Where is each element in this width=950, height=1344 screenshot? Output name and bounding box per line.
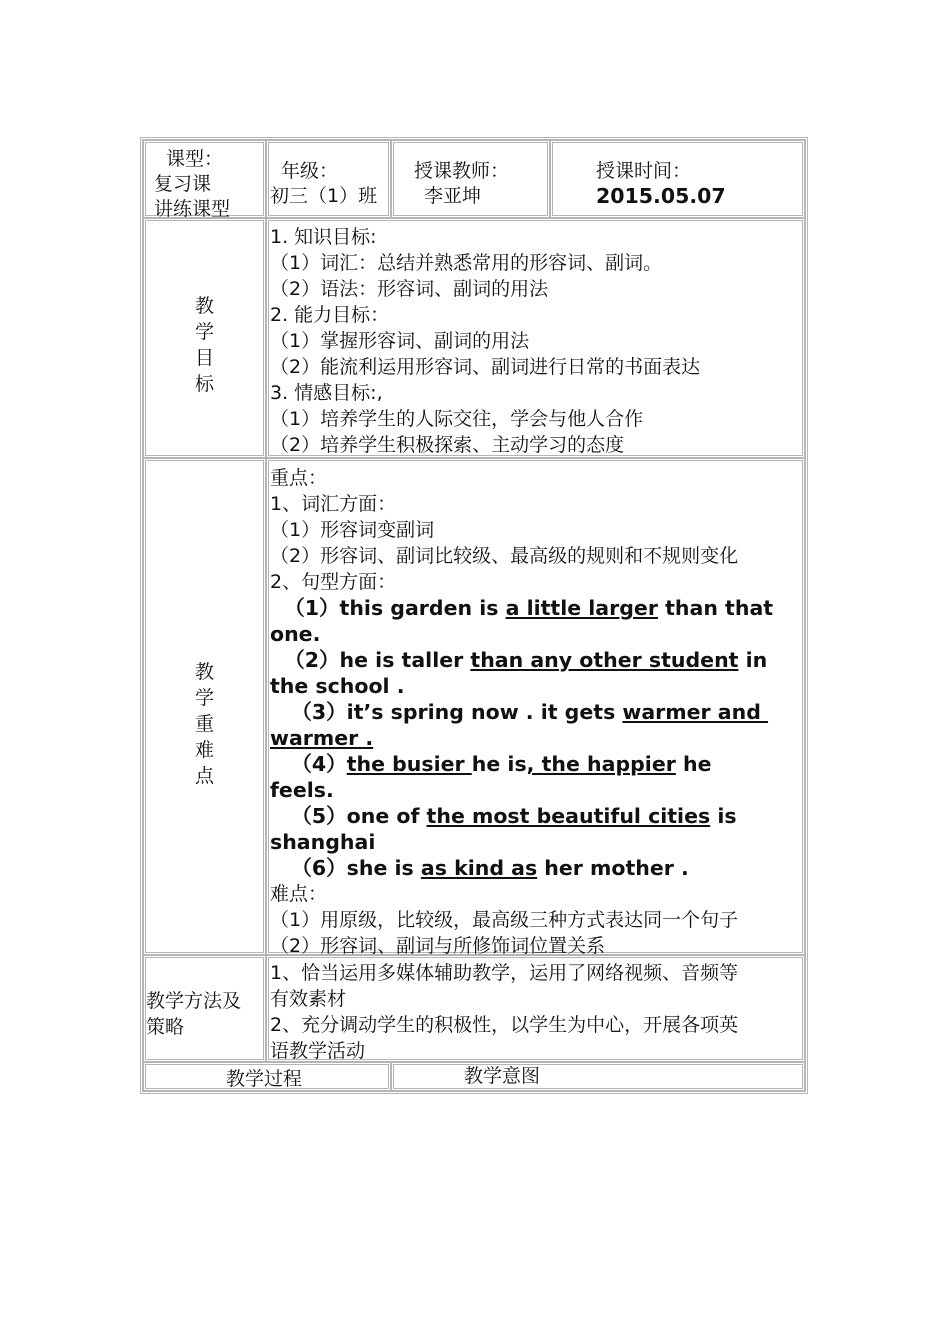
keypoint-line: 重点：: [270, 467, 328, 489]
objective-line: （2）语法：形容词、副词的用法: [270, 278, 549, 300]
teacher-label: 授课教师：: [414, 160, 510, 182]
intent-label: 教学意图: [464, 1065, 541, 1087]
grade-cell: [266, 140, 391, 218]
objective-line: （1）培养学生的人际交往，学会与他人合作: [270, 408, 644, 430]
difficult-line: （2）形容词、副词与所修饰词位置关系: [270, 935, 606, 957]
underlined-phrase: a little larger: [505, 596, 658, 620]
sentence-text: （3）it’s spring now . it gets: [270, 700, 623, 724]
sentence-text: （5）one of: [270, 804, 427, 828]
difficult-line: 难点：: [270, 883, 328, 905]
sentence-text: her mother .: [537, 856, 689, 880]
sentence-2-cont: the school .: [270, 674, 405, 698]
sentence-4: [270, 751, 773, 777]
objective-line: （1）词汇：总结并熟悉常用的形容词、副词。: [270, 252, 663, 274]
grade-value: 初三（1）班: [270, 185, 378, 207]
method-line: 有效素材: [270, 988, 347, 1010]
objective-line: 2. 能力目标：: [270, 304, 390, 326]
sentence-6: [270, 855, 773, 881]
sentence-text: he is: [471, 752, 527, 776]
underlined-phrase: the busier: [346, 752, 472, 776]
sentence-text: is: [710, 804, 737, 828]
sentence-4-cont: feels.: [270, 778, 334, 802]
teacher-value: 李亚坤: [424, 185, 482, 207]
sentence-text: （1）this garden is: [270, 596, 506, 620]
methods-label-line: 教学方法及: [146, 990, 242, 1012]
objective-line: 3. 情感目标:,: [270, 382, 383, 404]
keypoint-line: （1）形容词变副词: [270, 519, 435, 541]
course-type-cell: [143, 140, 266, 218]
sentence-text: he: [675, 752, 712, 776]
objectives-label-char: 目: [194, 347, 214, 369]
sentence-1-cont: one.: [270, 622, 321, 646]
keypoints-label-char: 重: [194, 713, 214, 735]
keypoint-line: 1、词汇方面：: [270, 493, 397, 515]
course-type-value-1: 复习课: [154, 173, 212, 195]
objective-line: （2）能流利运用形容词、副词进行日常的书面表达: [270, 356, 701, 378]
sentence-text: than that: [657, 596, 774, 620]
objectives-label-cell: [143, 218, 266, 458]
method-line: 语教学活动: [270, 1040, 366, 1062]
sentence-5: [270, 803, 773, 829]
intent-header-cell: [391, 1062, 805, 1091]
objective-line: （1）掌握形容词、副词的用法: [270, 330, 530, 352]
sentence-text: （2）he is taller: [270, 648, 471, 672]
keypoints-label-char: 难: [194, 739, 214, 761]
keypoint-line: （2）形容词、副词比较级、最高级的规则和不规则变化: [270, 545, 739, 567]
keypoints-content-cell: [266, 458, 805, 955]
methods-label-line: 策略: [146, 1016, 185, 1038]
keypoints-label-cell: [143, 458, 266, 955]
course-type-label: 课型：: [166, 148, 224, 170]
keypoint-line: 2、句型方面：: [270, 571, 397, 593]
difficult-line: （1）用原级，比较级，最高级三种方式表达同一个句子: [270, 909, 739, 931]
objectives-label-char: 标: [194, 373, 214, 395]
course-type-value-2: 讲练课型: [154, 198, 231, 220]
keypoints-label-char: 学: [194, 687, 214, 709]
keypoints-label-char: 点: [194, 765, 214, 787]
underlined-phrase: the most beautiful cities: [426, 804, 711, 828]
grade-label: 年级：: [281, 160, 339, 182]
sentence-text: in: [738, 648, 768, 672]
sentence-text: （4）: [270, 752, 347, 776]
objective-line: 1. 知识目标:: [270, 226, 377, 248]
methods-label-cell: [143, 955, 266, 1062]
sentence-2: [270, 647, 773, 673]
sentence-5-cont: shanghai: [270, 830, 376, 854]
objectives-label-char: 教: [194, 295, 214, 317]
underlined-phrase: than any other student: [470, 648, 739, 672]
sentence-3: [270, 699, 773, 725]
underlined-phrase: as kind as: [420, 856, 538, 880]
process-label: 教学过程: [226, 1068, 303, 1090]
time-label: 授课时间：: [596, 160, 692, 182]
objectives-content-cell: [266, 218, 805, 458]
time-cell: [550, 140, 805, 218]
keypoints-label-char: 教: [194, 661, 214, 683]
methods-content-cell: [266, 955, 805, 1062]
sentence-1: [270, 595, 773, 621]
process-header-cell: [143, 1062, 391, 1091]
sentence-3-cont: warmer .: [270, 726, 374, 750]
objectives-label-char: 学: [194, 321, 214, 343]
objective-line: （2）培养学生积极探索、主动学习的态度: [270, 434, 625, 456]
method-line: 1、恰当运用多媒体辅助教学，运用了网络视频、音频等: [270, 962, 739, 984]
teacher-cell: [391, 140, 550, 218]
underlined-phrase: warmer and: [622, 700, 769, 724]
time-value: 2015.05.07: [596, 184, 726, 208]
sentence-text: （6）she is: [270, 856, 421, 880]
underlined-phrase: , the happier: [526, 752, 676, 776]
method-line: 2、充分调动学生的积极性，以学生为中心，开展各项英: [270, 1014, 739, 1036]
